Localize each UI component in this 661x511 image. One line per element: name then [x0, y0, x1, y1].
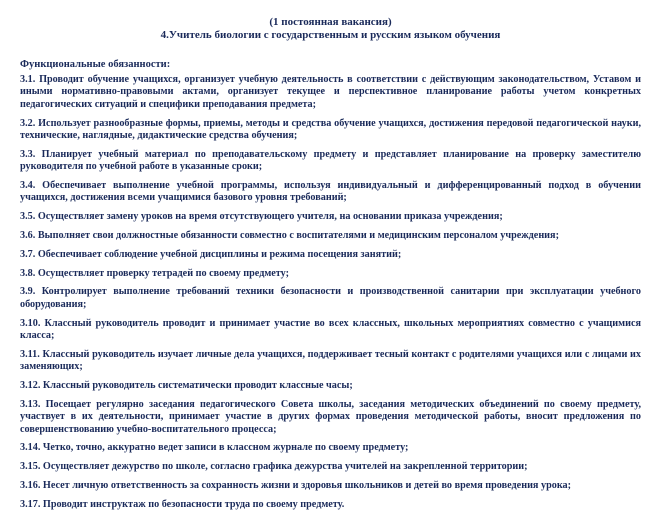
duty-item-3-10: 3.10. Классный руководитель проводит и принимает участие во всех классных, школьных мероприятиях совместно с учащимися класса; [20, 317, 641, 342]
duty-item-3-8: 3.8. Осуществляет проверку тетрадей по своему предмету; [20, 267, 290, 279]
duty-item-3-3: 3.3. Планирует учебный материал по преподавательскому предмету и представляет планирование на проверку заместителю руководителя по учебной работе в указанные сроки; [20, 148, 641, 173]
vacancy-count: (1 постоянная вакансия) [269, 16, 392, 28]
section-title: Функциональные обязанности: [20, 59, 171, 70]
duty-item-3-6: 3.6. Выполняет свои должностные обязанности совместно с воспитателями и медицинским персоналом учреждения; [20, 230, 559, 242]
duty-item-3-4: 3.4. Обеспечивает выполнение учебной программы, используя индивидуальный и дифференцированный подход в обучении учащихся, достижения всеми учащимися базового уровня требований; [20, 180, 641, 204]
duty-item-3-1: 3.1. Проводит обучение учащихся, организует учебную деятельность в соответствии с действующим законодательством, Уставом и иными нормативно-правовыми актами, организует текущее и перспективное планирование работы учетом конкретных педагогических ситуаций и специфики преподавания предмета; [20, 74, 641, 110]
duty-item-3-7: 3.7. Обеспечивает соблюдение учебной дисциплины и режима посещения занятий; [20, 248, 402, 260]
duty-item-3-5: 3.5. Осуществляет замену уроков на время отсутствующего учителя, на основании приказа учреждения; [20, 211, 503, 223]
duty-item-3-14: 3.14. Четко, точно, аккуратно ведет записи в классном журнале по своему предмету; [20, 442, 409, 454]
vacancy-header [0, 16, 661, 42]
duty-item-3-15: 3.15. Осуществляет дежурство по школе, согласно графика дежурства учителей на закрепленной территории; [20, 461, 528, 473]
duty-item-3-9: 3.9. Контролирует выполнение требований техники безопасности и производственной санитарии при эксплуатации учебного оборудования; [20, 286, 641, 310]
vacancy-title: 4.Учитель биологии с государственным и русским языком обучения [160, 29, 501, 41]
duty-item-3-17: 3.17. Проводит инструктаж по безопасности труда по своему предмету. [20, 498, 345, 510]
duty-item-3-13: 3.13. Посещает регулярно заседания педагогического Совета школы, заседания методических объединений по своему предмету, участвует в их деятельности, принимает участие в других формах проведения методической работы, вносит предложения по совершенствованию учебно-воспитательного процесса; [20, 398, 641, 435]
duty-item-3-11: 3.11. Классный руководитель изучает личные дела учащихся, поддерживает тесный контакт с родителями учащихся или с лицами их заменяющих; [20, 348, 641, 373]
duties-list [20, 74, 641, 511]
duty-item-3-12: 3.12. Классный руководитель систематически проводит классные часы; [20, 380, 353, 392]
duty-item-3-16: 3.16. Несет личную ответственность за сохранность жизни и здоровья школьников и детей во время проведения урока; [20, 480, 572, 492]
duty-item-3-2: 3.2. Использует разнообразные формы, приемы, методы и средства обучение учащихся, достижения передовой педагогической науки, технические, наглядные, дидактические средства обучения; [20, 117, 641, 142]
